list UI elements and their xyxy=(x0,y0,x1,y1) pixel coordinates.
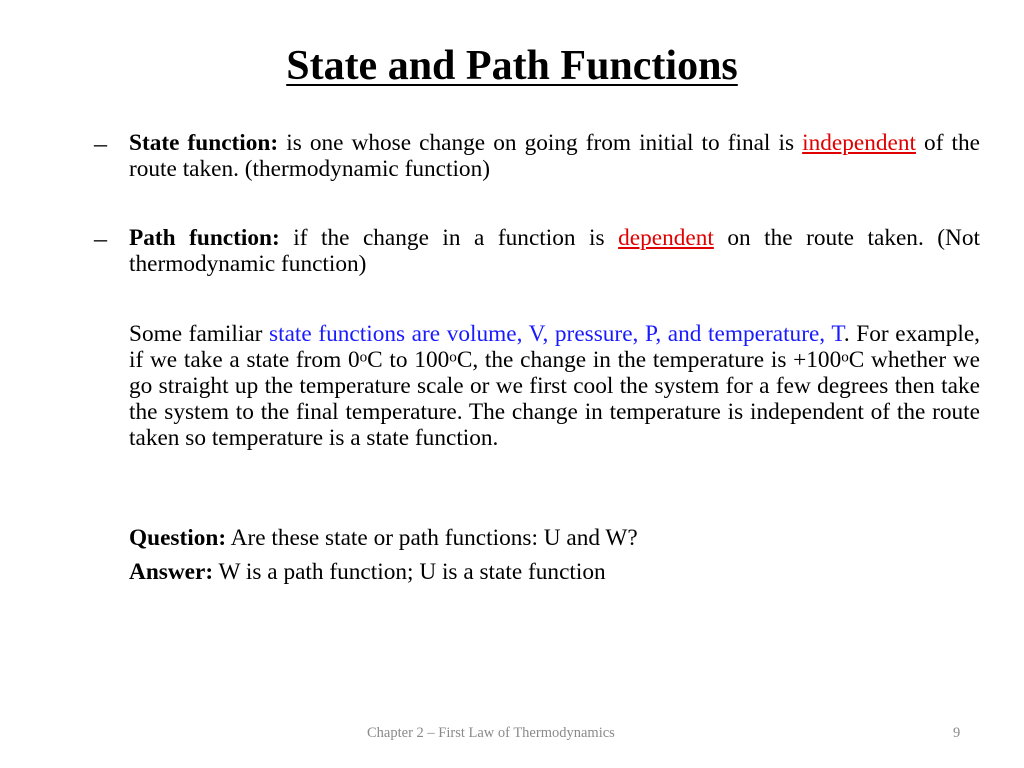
example-text-4: C whether we go straight up the temperature scale or we first cool the system for a few degrees then take the system to the final temperature. The change in temperature is independent of the route taken so temperature is a state function. xyxy=(129,347,980,451)
state-function-text-a: is one whose change on going from initial to final is xyxy=(278,130,803,156)
state-function-definition xyxy=(129,130,980,182)
path-function-definition xyxy=(129,225,980,277)
question-line xyxy=(129,525,980,551)
example-text-1: . For example, if we take a state from 0 xyxy=(129,321,980,373)
question-text: Are these state or path functions: U and W? xyxy=(226,525,638,551)
footer-chapter: Chapter 2 – First Law of Thermodynamics xyxy=(367,725,615,741)
example-lead: Some familiar xyxy=(129,321,270,347)
question-label: Question: xyxy=(129,525,227,551)
dependent-highlight: dependent xyxy=(618,225,714,251)
degree-sup: o xyxy=(841,349,849,366)
independent-highlight: independent xyxy=(802,130,916,156)
answer-text: W is a path function; U is a state function xyxy=(213,559,606,585)
path-function-term: Path function: xyxy=(129,225,280,251)
dash-bullet-icon: – xyxy=(94,224,107,253)
answer-line xyxy=(129,559,980,585)
degree-sup: o xyxy=(359,349,368,366)
footer-page-number: 9 xyxy=(953,725,961,741)
answer-label: Answer: xyxy=(129,559,214,585)
dash-bullet-icon: – xyxy=(94,129,107,158)
path-function-text-b: on the route taken. (Not thermodynamic function) xyxy=(129,225,980,277)
example-text-3: C, the change in the temperature is +100 xyxy=(456,347,842,373)
slide-title: State and Path Functions xyxy=(286,43,738,89)
state-function-text-b: of the route taken. (thermodynamic function) xyxy=(129,130,980,182)
example-paragraph xyxy=(129,321,980,451)
example-text-2: C to 100 xyxy=(367,347,450,373)
path-function-text-a: if the change in a function is xyxy=(279,225,619,251)
state-functions-highlight: state functions are volume, V, pressure, P, and temperature, T xyxy=(269,321,844,347)
state-function-term: State function: xyxy=(129,130,279,156)
degree-sup: o xyxy=(449,349,457,366)
